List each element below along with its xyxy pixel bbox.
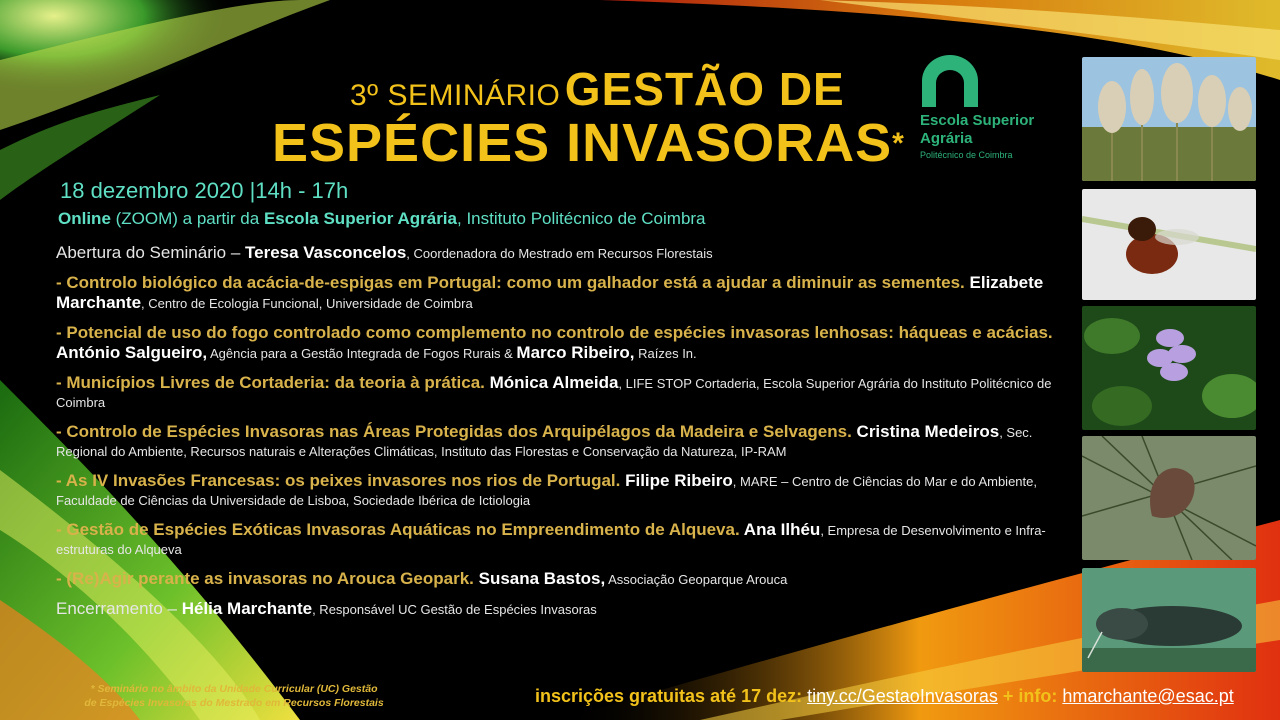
talk-affiliation: , Sec. Regional do Ambiente, Recursos naturais e Alterações Climáticas, Instituto das Florestas e Conservação da Natureza, IP-RAM [56,425,1033,459]
title-line-2 [272,112,904,174]
talk-item [56,323,1086,363]
talk-title: - Potencial de uso do fogo controlado como complemento no controlo de espécies invasoras lenhosas: háqueas e acácias. [56,323,1053,342]
talk-speaker: Ana Ilhéu [739,520,821,539]
opening-speaker: Teresa Vasconcelos [245,243,407,262]
registration-link[interactable]: tiny.cc/GestaoInvasoras [807,686,998,706]
talk-item [56,471,1086,510]
talk-title: - Gestão de Espécies Exóticas Invasoras Aquáticas no Empreendimento de Alqueva. [56,520,740,539]
event-date: 18 dezembro 2020 |14h - 17h [60,178,349,203]
program-list [56,243,1086,629]
logo-line-2: Agrária [920,130,973,147]
arch-logo-icon [920,55,980,107]
talk-speaker: Mónica Almeida [484,373,619,392]
title-line-1 [350,62,890,116]
talk-item [56,422,1086,461]
talk-affiliation: , Empresa de Desenvolvimento e Infra-estruturas do Alqueva [56,523,1046,557]
info-email-link[interactable]: hmarchante@esac.pt [1062,686,1234,706]
talk-item [56,520,1086,559]
footnote-line-2: de Espécies Invasoras do Mestrado em Recursos Florestais [84,697,384,709]
closing-speaker: Hélia Marchante [181,599,313,618]
program-closing [56,599,1086,619]
title-main-2: ESPÉCIES INVASORAS [272,113,893,173]
wasp-insect-photo [1082,189,1256,300]
logo-line-3: Politécnico de Coimbra [920,150,1013,160]
event-location [58,209,706,229]
talk-item [56,373,1086,412]
talk-speaker: Filipe Ribeiro [620,471,733,490]
school-name: Escola Superior Agrária [263,209,457,228]
talk-speaker: António Salgueiro, [56,343,208,362]
talk-affiliation: , LIFE STOP Cortaderia, Escola Superior Agrária do Instituto Politécnico de Coimbra [56,376,1052,410]
title-asterisk: * [892,127,904,160]
footnote [44,682,424,710]
talk-affiliation: , Centro de Ecologia Funcional, Universidade de Coimbra [141,296,473,311]
talk-speaker: Susana Bastos, [473,569,606,588]
talk-affiliation: Associação Geoparque Arouca [605,572,788,587]
opening-label: Abertura do Seminário – [56,243,245,262]
talk-title: - Municípios Livres de Cortaderia: da teoria à prática. [56,373,485,392]
closing-affiliation: , Responsável UC Gestão de Espécies Invasoras [312,602,597,617]
talk-affiliation-2: Raízes In. [634,346,697,361]
opening-affiliation: , Coordenadora do Mestrado em Recursos Florestais [406,246,713,261]
info-label: + info: [997,686,1063,706]
talk-speaker: Elizabete Marchante [56,273,1044,312]
program-opening [56,243,1086,263]
talk-title: - (Re)Agir perante as invasoras no Arouca Geopark. [56,569,474,588]
talk-item [56,273,1086,313]
talk-title: - Controlo de Espécies Invasoras nas Áreas Protegidas dos Arquipélagos da Madeira e Selvagens. [56,422,852,441]
talk-title: - Controlo biológico da acácia-de-espigas em Portugal: como um galhador está a ajudar a diminuir as sementes. [56,273,965,292]
registration-info [535,686,1234,707]
title-main-1: GESTÃO DE [564,63,845,115]
talk-speaker: Cristina Medeiros [851,422,1000,441]
catfish-photo [1082,568,1256,672]
online-label: Online [58,209,111,228]
talk-speaker-2: Marco Ribeiro, [516,343,635,362]
talk-item [56,569,1086,589]
talk-title: - As IV Invasões Francesas: os peixes invasores nos rios de Portugal. [56,471,621,490]
water-hyacinth-photo [1082,306,1256,430]
talk-affiliation: Agência para a Gestão Integrada de Fogos Rurais & [207,346,517,361]
footnote-line-1: * Seminário no âmbito da Unidade Curricular (UC) Gestão [90,683,378,695]
institute-name: , Instituto Politécnico de Coimbra [457,209,706,228]
registration-label: inscrições gratuitas até 17 dez: [535,686,808,706]
logo-line-1: Escola Superior [920,112,1035,129]
closing-label: Encerramento – [56,599,182,618]
online-rest: (ZOOM) a partir da [110,209,264,228]
seed-pod-photo [1082,436,1256,560]
pampas-grass-photo [1082,57,1256,181]
title-prefix: 3º SEMINÁRIO [350,79,561,112]
school-logo [920,55,1070,160]
talk-affiliation: , MARE – Centro de Ciências do Mar e do Ambiente, Faculdade de Ciências da Universidade de Lisboa, Sociedade Ibérica de Ictiologia [56,474,1037,508]
